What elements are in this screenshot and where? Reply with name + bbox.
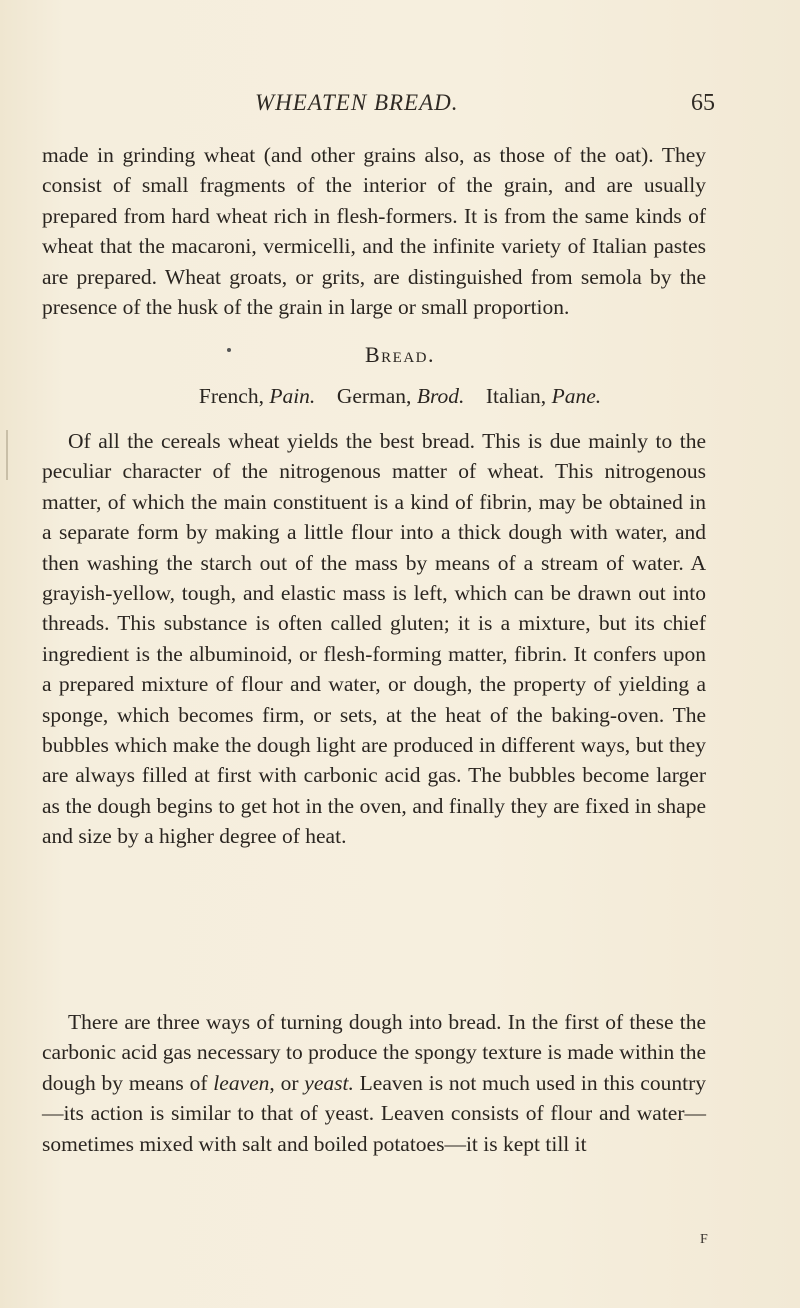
running-head: WHEATEN BREAD. [255, 90, 459, 115]
page-header [255, 90, 715, 120]
text-run: , or [269, 1070, 305, 1095]
french-label: French, [198, 384, 270, 408]
paragraph-text [42, 1007, 706, 1159]
italian-label: Italian, [485, 384, 552, 408]
text-run: There are three ways of turning dough into bread. In the first of these the carbonic acid gas necessary to produce the spongy texture is made within the dough by means of [42, 1010, 706, 1095]
paragraph-three-ways [42, 1007, 706, 1159]
italian-word: Pane. [551, 384, 602, 408]
section-title: Bread. [364, 342, 435, 367]
italic-term-yeast: yeast. [304, 1070, 354, 1095]
signature-mark: F [700, 1232, 708, 1247]
paragraph-text: Of all the cereals wheat yields the best bread. This is due mainly to the peculiar character of the nitrogenous matter of wheat. This nitrogenous matter, of which the main constituent is a kind of fibrin, may be obtained in a separate form by making a little flour into a thick dough with water, and then washing the starch out of the mass by means of a stream of water. A grayish-yellow, tough, and elastic mass is left, which can be drawn out into threads. This substance is often called gluten; it is a mixture, but its chief ingredient is the albuminoid, or flesh-forming matter, fibrin. It confers upon a prepared mixture of flour and water, or dough, the property of yielding a sponge, which becomes firm, or sets, at the heat of the baking-oven. The bubbles which make the dough light are produced in different ways, but they are always filled at first with carbonic acid gas. The bubbles become larger as the dough begins to get hot in the oven, and finally they are fixed in shape and size by a higher degree of heat. [42, 429, 706, 849]
translations-line [0, 384, 800, 409]
paragraph-text: made in grinding wheat (and other grains also, as those of the oat). They consist of small fragments of the interior of the grain, and are usually prepared from hard wheat rich in flesh-formers. It is from the same kinds of wheat that the macaroni, vermicelli, and the infinite variety of Italian pastes are prepared. Wheat groats, or grits, are distinguished from semola by the presence of the husk of the grain in large or small proportion. [42, 143, 706, 320]
french-word: Pain. [269, 384, 316, 408]
paragraph-cereals [42, 426, 706, 852]
page-number: 65 [691, 90, 715, 116]
margin-mark [6, 430, 8, 480]
italic-term-leaven: leaven [213, 1070, 270, 1095]
german-word: Brod. [416, 384, 465, 408]
german-label: German, [336, 384, 417, 408]
paragraph-continuation [42, 140, 706, 322]
text-run: Leaven is not much used in this country—its action is similar to that of yeast. Leaven consists of flour and water—sometimes mixed with salt and boiled potatoes—it is kept till it [42, 1070, 706, 1156]
